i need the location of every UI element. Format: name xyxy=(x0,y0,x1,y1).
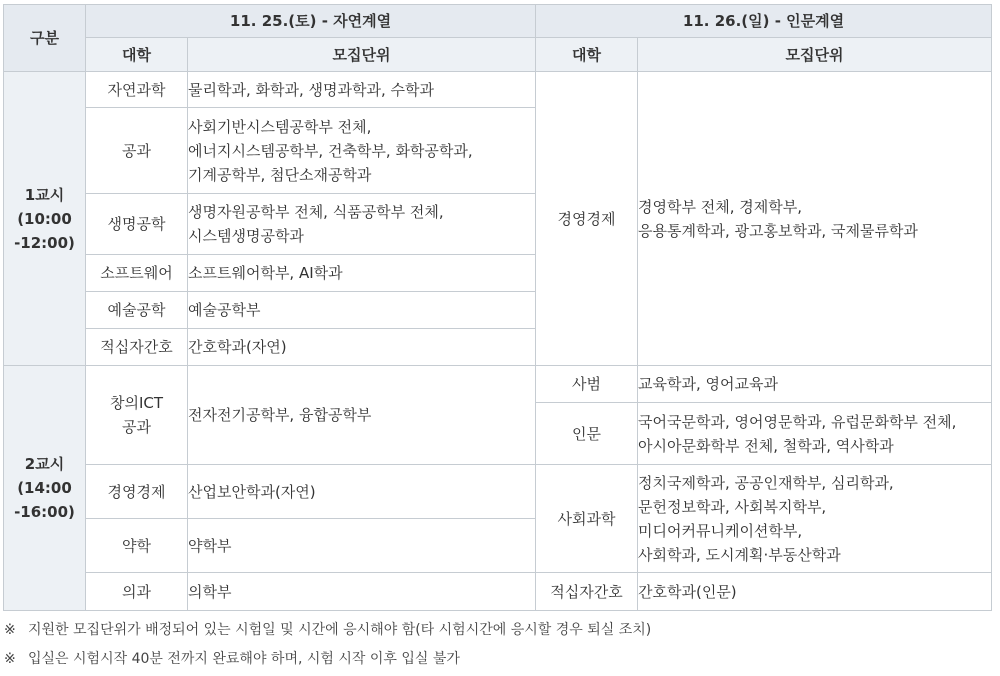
college-name: 경영경제 xyxy=(107,482,166,501)
college-name: 의과 xyxy=(122,582,151,601)
exam-schedule-table xyxy=(3,4,992,611)
college-name: 경영경제 xyxy=(557,209,616,228)
reference-mark: ※ xyxy=(4,651,16,667)
unit-line: 산업보안학과(자연) xyxy=(188,482,316,501)
unit-line: 의학부 xyxy=(188,582,232,601)
period-time-end: -12:00) xyxy=(14,233,75,252)
unit-line: 국어국문학과, 영어영문학과, 유럽문화학부 전체, xyxy=(638,412,957,431)
college-cell xyxy=(86,465,188,519)
period-time-start: (10:00 xyxy=(17,209,72,228)
unit-cell xyxy=(638,403,992,465)
unit-line: 미디어커뮤니케이션학부, xyxy=(638,521,803,540)
unit-cell xyxy=(188,72,536,108)
college-name: 사회과학 xyxy=(557,509,616,528)
period-time-start: (14:00 xyxy=(17,479,72,497)
note-text: 지원한 모집단위가 배정되어 있는 시험일 및 시간에 응시해야 함(타 시험시간에 응시할 경우 퇴실 조치) xyxy=(28,622,652,638)
reference-mark: ※ xyxy=(4,622,16,638)
college-name: 공과 xyxy=(122,141,151,160)
note-item xyxy=(4,645,994,674)
unit-cell xyxy=(188,194,536,255)
header-day1-univ: 대학 xyxy=(86,38,188,72)
period-label: 2교시 xyxy=(24,455,65,473)
unit-line: 아시아문화학부 전체, 철학과, 역사학과 xyxy=(638,436,894,455)
unit-line: 사회학과, 도시계획·부동산학과 xyxy=(638,545,841,564)
unit-cell xyxy=(638,366,992,403)
unit-cell xyxy=(188,366,536,465)
unit-line: 기계공학부, 첨단소재공학과 xyxy=(188,165,372,184)
college-cell xyxy=(86,329,188,366)
unit-cell xyxy=(188,329,536,366)
college-name: 창의ICT xyxy=(109,394,164,412)
college-cell xyxy=(86,72,188,108)
header-gubun: 구분 xyxy=(4,5,86,72)
header-day2-univ: 대학 xyxy=(536,38,638,72)
college-name: 소프트웨어 xyxy=(100,264,173,282)
header-day1: 11. 25.(토) - 자연계열 xyxy=(86,5,536,38)
college-name: 자연과학 xyxy=(107,80,166,99)
unit-line: 에너지시스템공학부, 건축학부, 화학공학과, xyxy=(188,141,473,160)
unit-cell xyxy=(188,573,536,611)
college-name: 예술공학 xyxy=(107,301,166,319)
unit-line: 전자전기공학부, 융합공학부 xyxy=(188,406,372,424)
period-1-cell xyxy=(4,72,86,366)
unit-cell xyxy=(188,292,536,329)
unit-cell xyxy=(638,72,992,366)
college-cell xyxy=(86,519,188,573)
college-name: 적십자간호 xyxy=(100,338,173,356)
note-text: 입실은 시험시작 40분 전까지 완료해야 하며, 시험 시작 이후 입실 불가 xyxy=(28,651,460,667)
college-cell xyxy=(86,255,188,292)
college-cell xyxy=(86,366,188,465)
unit-cell xyxy=(188,465,536,519)
college-cell xyxy=(86,108,188,194)
header-day1-unit: 모집단위 xyxy=(188,38,536,72)
unit-line: 소프트웨어학부, AI학과 xyxy=(188,264,343,282)
period-time-end: -16:00) xyxy=(14,503,75,521)
college-cell xyxy=(536,465,638,573)
college-cell xyxy=(86,573,188,611)
college-name: 약학 xyxy=(122,536,151,555)
period-2-cell xyxy=(4,366,86,611)
header-day2: 11. 26.(일) - 인문계열 xyxy=(536,5,992,38)
note-item xyxy=(4,616,994,645)
college-name: 생명공학 xyxy=(107,215,166,233)
unit-line: 사회기반시스템공학부 전체, xyxy=(188,117,372,136)
college-cell xyxy=(86,194,188,255)
period-label: 1교시 xyxy=(24,185,65,204)
unit-line: 약학부 xyxy=(188,536,232,555)
unit-line: 간호학과(인문) xyxy=(638,582,737,601)
unit-line: 문헌정보학과, 사회복지학부, xyxy=(638,497,827,516)
notes xyxy=(4,616,994,674)
unit-cell xyxy=(188,255,536,292)
college-cell xyxy=(536,366,638,403)
unit-line: 정치국제학과, 공공인재학부, 심리학과, xyxy=(638,473,894,492)
unit-cell xyxy=(638,465,992,573)
college-name: 인문 xyxy=(572,424,601,443)
college-name: 적십자간호 xyxy=(550,582,623,601)
college-cell xyxy=(536,72,638,366)
unit-cell xyxy=(188,519,536,573)
college-name: 사범 xyxy=(572,375,601,393)
unit-line: 생명자원공학부 전체, 식품공학부 전체, xyxy=(188,203,444,221)
unit-cell xyxy=(188,108,536,194)
college-cell xyxy=(536,403,638,465)
college-cell xyxy=(86,292,188,329)
college-name: 공과 xyxy=(122,418,151,436)
unit-line: 교육학과, 영어교육과 xyxy=(638,375,778,393)
unit-line: 시스템생명공학과 xyxy=(188,227,304,245)
unit-line: 예술공학부 xyxy=(188,301,261,319)
unit-line: 경영학부 전체, 경제학부, xyxy=(638,197,802,216)
header-day2-unit: 모집단위 xyxy=(638,38,992,72)
unit-line: 물리학과, 화학과, 생명과학과, 수학과 xyxy=(188,80,434,99)
unit-line: 간호학과(자연) xyxy=(188,338,287,356)
college-cell xyxy=(536,573,638,611)
unit-cell xyxy=(638,573,992,611)
unit-line: 응용통계학과, 광고홍보학과, 국제물류학과 xyxy=(638,221,918,240)
